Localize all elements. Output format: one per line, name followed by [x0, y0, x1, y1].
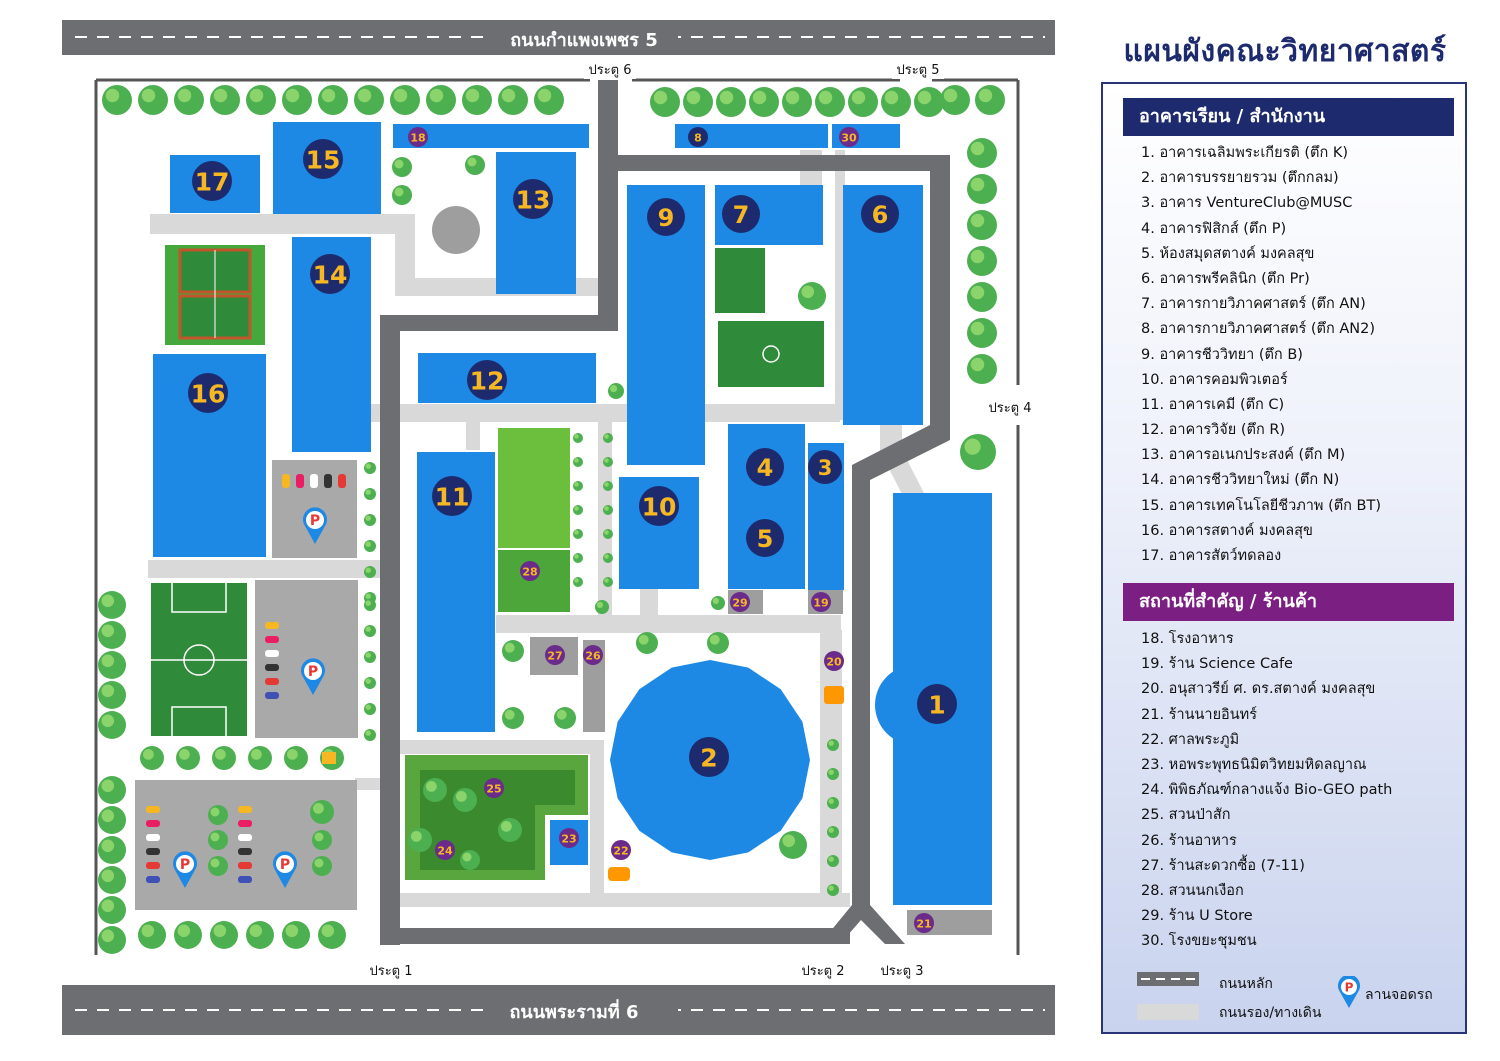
tree-west-3-hl: [102, 685, 115, 698]
place-22-number: 22: [613, 844, 629, 858]
tree-north-2-hl: [178, 89, 192, 103]
car-south-a-1: [146, 820, 160, 827]
legend-building-item: 13. อาคารอเนกประสงค์ (ตึก M): [1141, 447, 1346, 464]
tree-24a-hl: [411, 831, 422, 842]
building-10-number: 10: [641, 492, 677, 522]
tree-2b-hl: [710, 635, 720, 645]
tree-25a-hl: [426, 781, 437, 792]
legend-building-item: 15. อาคารเทคโนโลยีชีวภาพ (ตึก BT): [1141, 497, 1382, 514]
tree-west-south-4-hl: [102, 900, 115, 913]
car-north-2: [310, 474, 318, 488]
place-26-number: 26: [585, 649, 601, 663]
main-road-3: [380, 928, 850, 944]
tree-col-e-1-hl: [829, 770, 834, 775]
tree-24b-hl: [501, 821, 512, 832]
building-5-number: 5: [756, 525, 774, 553]
gate-4-label: ประตู 4: [988, 401, 1032, 416]
tree-north-east-1-hl: [687, 91, 701, 105]
tree-row-mid-2-hl: [215, 749, 226, 760]
tree-29-hl: [713, 598, 719, 604]
tree-north-3-hl: [214, 89, 228, 103]
tree-east-1-hl: [971, 178, 985, 192]
tree-west-south-1-hl: [102, 810, 115, 823]
car-mid-5: [265, 692, 279, 699]
tree-col-b-0-hl: [366, 601, 371, 606]
tree-2c-hl: [783, 835, 796, 848]
main-road-4: [610, 155, 950, 171]
place-30-number: 30: [841, 131, 857, 145]
tree-col-b-2-hl: [366, 653, 371, 658]
tree-north-4-hl: [250, 89, 264, 103]
walkway-12: [590, 740, 604, 900]
tree-north-east-5-hl: [819, 91, 833, 105]
tree-col-e-5-hl: [829, 886, 834, 891]
tree-west-south-0-hl: [102, 780, 115, 793]
tree-row-south-1-hl: [178, 925, 191, 938]
car-mid-0: [265, 622, 279, 629]
legend-building-item: 5. ห้องสมุดสตางค์ มงคลสุข: [1141, 245, 1315, 262]
legend-buildings-header: อาคารเรียน / สำนักงาน: [1123, 98, 1454, 136]
tree-north-10-hl: [466, 89, 480, 103]
tree-col-b-3-hl: [366, 679, 371, 684]
tree-col-d-4-hl: [604, 530, 609, 535]
tree-east-gate4-hl: [965, 439, 981, 455]
gate-1-label: ประตู 1: [369, 964, 413, 979]
shrine-22: [608, 867, 630, 881]
tree-col-b-5-hl: [366, 731, 371, 736]
garden-upper: [498, 428, 570, 548]
walkway-10: [148, 560, 380, 578]
tree-north-6-hl: [322, 89, 336, 103]
tree-west-south-5-hl: [102, 930, 115, 943]
gate-5-label: ประตู 5: [896, 63, 940, 78]
tree-row-south-0-hl: [142, 925, 155, 938]
car-north-1: [296, 474, 304, 488]
car-south-b-1: [238, 820, 252, 827]
car-south-a-3: [146, 848, 160, 855]
building-9-number: 9: [657, 204, 675, 232]
box-icon: [322, 752, 336, 764]
tree-11-hl: [505, 710, 515, 720]
building-3-number: 3: [817, 456, 833, 480]
place-29-number: 29: [732, 596, 748, 610]
walkway-7: [496, 615, 841, 633]
parking-south-b-pin-letter: P: [279, 857, 291, 873]
tree-west-2-hl: [102, 655, 115, 668]
car-north-0: [282, 474, 290, 488]
tree-row-mid-4-hl: [287, 749, 298, 760]
walkway-8: [640, 588, 658, 618]
building-1-number: 1: [928, 690, 946, 720]
legend-building-item: 12. อาคารวิจัย (ตึก R): [1141, 422, 1286, 439]
legend-place-item: 23. หอพระพุทธนิมิตวิทยมหิดลญาณ: [1141, 756, 1367, 773]
parking-pin-icon: [1337, 976, 1361, 1010]
tree-north-east-7-hl: [885, 91, 899, 105]
car-south-b-2: [238, 834, 252, 841]
tree-col-a-2-hl: [366, 516, 371, 521]
place-28-number: 28: [522, 565, 538, 579]
walkway-key-label: ถนนรอง/ทางเดิน: [1219, 1005, 1322, 1021]
legend-building-item: 8. อาคารกายวิภาคศาสตร์ (ตึก AN2): [1141, 321, 1376, 338]
walkway-6: [466, 420, 480, 450]
car-mid-4: [265, 678, 279, 685]
tree-col-c-0-hl: [574, 434, 579, 439]
parking-lot-middle: [255, 580, 358, 738]
building-14-number: 14: [312, 260, 348, 290]
legend-building-item: 11. อาคารเคมี (ตึก C): [1141, 396, 1285, 413]
parking-pin-letter: P: [1344, 980, 1354, 995]
building-11-number: 11: [434, 482, 470, 512]
car-south-a-5: [146, 876, 160, 883]
tree-north-8-hl: [394, 89, 408, 103]
parking-north-pin-letter: P: [309, 513, 321, 529]
road-bottom-name: ถนนพระรามที่ 6: [509, 1002, 639, 1023]
tree-row-south-3-hl: [250, 925, 263, 938]
map-title: แผนผังคณะวิทยาศาสตร์: [1123, 34, 1447, 69]
legend-building-item: 14. อาคารชีววิทยาใหม่ (ตึก N): [1141, 472, 1340, 489]
walkway-13: [400, 893, 850, 907]
canteen-dome: [432, 206, 480, 254]
tree-13a-hl: [468, 158, 477, 167]
tree-row-south-2-hl: [214, 925, 227, 938]
tree-north-east-6-hl: [852, 91, 866, 105]
building-8-number: 8: [694, 131, 702, 145]
monument-20: [824, 686, 844, 704]
place-18-number: 18: [410, 131, 426, 145]
tree-ne-2-hl: [979, 89, 993, 103]
tree-east-2-hl: [971, 214, 985, 228]
legend-place-item: 26. ร้านอาหาร: [1141, 832, 1237, 849]
tree-north-5-hl: [286, 89, 300, 103]
tree-row-mid-1-hl: [179, 749, 190, 760]
tree-col-d-0-hl: [604, 434, 609, 439]
walkway-11: [400, 740, 600, 754]
walkway-9: [598, 420, 612, 620]
legend-building-item: 16. อาคารสตางค์ มงคลสุข: [1141, 522, 1313, 539]
place-27-number: 27: [547, 649, 563, 663]
gate-2-label: ประตู 2: [801, 964, 845, 979]
tree-park-5-hl: [211, 833, 220, 842]
building-16-number: 16: [190, 379, 226, 409]
tree-north-east-3-hl: [753, 91, 767, 105]
tree-col-d-5-hl: [604, 554, 609, 559]
tree-18a-hl: [395, 160, 404, 169]
legend-building-item: 9. อาคารชีววิทยา (ตึก B): [1141, 346, 1303, 363]
legend-places-list: [1141, 627, 1392, 954]
tree-north-12-hl: [538, 89, 552, 103]
place-20-number: 20: [826, 655, 842, 669]
tree-col-e-3-hl: [829, 828, 834, 833]
legend-place-item: 28. สวนนกเงือก: [1141, 882, 1244, 899]
building-17-number: 17: [194, 167, 230, 197]
tree-north-1-hl: [142, 89, 156, 103]
legend-building-item: 1. อาคารเฉลิมพระเกียรติ (ตึก K): [1141, 145, 1349, 161]
tree-col-d-3-hl: [604, 506, 609, 511]
tree-north-9-hl: [430, 89, 444, 103]
car-south-b-5: [238, 876, 252, 883]
tree-north-east-8-hl: [918, 91, 932, 105]
legend-building-item: 7. อาคารกายวิภาคศาสตร์ (ตึก AN): [1141, 296, 1366, 313]
main-road-6: [852, 480, 870, 920]
tree-col-c-5-hl: [574, 554, 579, 559]
small-court: [715, 248, 765, 313]
walkway-key-swatch: [1137, 1004, 1199, 1020]
tree-18b-hl: [395, 188, 404, 197]
tree-east-4-hl: [971, 286, 985, 300]
gate-3-label: ประตู 3: [880, 964, 924, 979]
building-13-number: 13: [515, 185, 551, 215]
car-mid-1: [265, 636, 279, 643]
car-north-4: [338, 474, 346, 488]
legend-building-item: 4. อาคารฟิสิกส์ (ตึก P): [1141, 220, 1287, 237]
parking-south-a-pin-letter: P: [179, 857, 191, 873]
tree-col-a-1-hl: [366, 490, 371, 495]
car-south-b-4: [238, 862, 252, 869]
tree-park-3-hl: [315, 859, 324, 868]
building-3: [496, 152, 576, 294]
tree-24c-hl: [463, 853, 472, 862]
tree-col-e-2-hl: [829, 799, 834, 804]
tree-east-5-hl: [971, 322, 985, 336]
main-road-2: [380, 315, 400, 945]
basketball-court: [717, 320, 825, 388]
building-6: [418, 353, 596, 403]
tree-col-b-4-hl: [366, 705, 371, 710]
legend-place-item: 25. สวนป่าสัก: [1141, 807, 1231, 824]
building-7-number: 7: [732, 201, 750, 229]
car-south-a-4: [146, 862, 160, 869]
tree-east-3-hl: [971, 250, 985, 264]
legend-building-item: 3. อาคาร VentureClub@MUSC: [1141, 195, 1353, 212]
walkway-3: [370, 404, 840, 422]
main-road-5: [930, 155, 950, 435]
tree-west-0-hl: [102, 595, 115, 608]
legend-place-item: 30. โรงขยะชุมชน: [1141, 933, 1257, 950]
tree-col-c-2-hl: [574, 482, 579, 487]
tree-10-hl: [597, 602, 603, 608]
place-21-number: 21: [916, 917, 932, 931]
legend-place-item: 19. ร้าน Science Cafe: [1141, 656, 1293, 673]
tree-col-d-1-hl: [604, 458, 609, 463]
tree-col-c-4-hl: [574, 530, 579, 535]
tree-north-east-4-hl: [786, 91, 800, 105]
tree-12-hl: [610, 385, 617, 392]
building-4-number: 4: [756, 454, 774, 482]
legend-building-item: 6. อาคารพรีคลินิก (ตึก Pr): [1141, 270, 1310, 287]
tree-row-mid-0-hl: [143, 749, 154, 760]
parking-key-label: ลานจอดรถ: [1365, 987, 1433, 1003]
place-23-number: 23: [561, 832, 577, 846]
tree-col-c-3-hl: [574, 506, 579, 511]
tree-25b-hl: [456, 791, 467, 802]
tree-park-6-hl: [211, 859, 220, 868]
walkway-0: [150, 214, 400, 234]
tree-east-6-hl: [971, 358, 985, 372]
building-15-number: 15: [305, 145, 341, 175]
car-south-b-0: [238, 806, 252, 813]
tree-26-hl: [557, 710, 567, 720]
tree-2a-hl: [639, 635, 649, 645]
main-road-0: [598, 80, 618, 330]
tree-ne-1-hl: [944, 89, 958, 103]
car-mid-2: [265, 650, 279, 657]
tree-north-0-hl: [106, 89, 120, 103]
legend-panel: [1101, 82, 1467, 1034]
tree-col-d-2-hl: [604, 482, 609, 487]
gate-6-label: ประตู 6: [588, 63, 632, 78]
tree-east-0-hl: [971, 142, 985, 156]
road-top-name: ถนนกำแพงเพชร 5: [510, 30, 658, 51]
tree-north-11-hl: [502, 89, 516, 103]
main-road-key-swatch: [1137, 972, 1199, 986]
legend-building-item: 2. อาคารบรรยายรวม (ตึกกลม): [1141, 170, 1339, 187]
place-24-number: 24: [437, 844, 453, 858]
building-6-number: 6: [871, 201, 889, 229]
tree-west-south-2-hl: [102, 840, 115, 853]
tree-west-4-hl: [102, 715, 115, 728]
legend-place-item: 20. อนุสาวรีย์ ศ. ดร.สตางค์ มงคลสุข: [1141, 681, 1376, 698]
tree-col-e-0-hl: [829, 741, 834, 746]
tree-north-east-0-hl: [654, 91, 668, 105]
tree-west-1-hl: [102, 625, 115, 638]
car-south-a-2: [146, 834, 160, 841]
tree-col-b-1-hl: [366, 627, 371, 632]
legend-buildings-list: [1141, 141, 1381, 569]
tree-park-1-hl: [313, 803, 324, 814]
legend-building-item: 17. อาคารสัตว์ทดลอง: [1141, 548, 1282, 564]
tree-row-mid-3-hl: [251, 749, 262, 760]
legend-place-item: 21. ร้านนายอินทร์: [1141, 706, 1258, 723]
legend-place-item: 29. ร้าน U Store: [1141, 908, 1253, 925]
building-2-number: 2: [700, 743, 718, 773]
tree-col-a-0-hl: [366, 464, 371, 469]
tree-park-4-hl: [211, 808, 220, 817]
tree-col-a-5-hl: [366, 594, 371, 599]
car-north-3: [324, 474, 332, 488]
tree-row-south-4-hl: [286, 925, 299, 938]
hornbill-garden: [498, 550, 570, 612]
tree-col-c-1-hl: [574, 458, 579, 463]
legend-place-item: 27. ร้านสะดวกซื้อ (7-11): [1141, 857, 1305, 874]
legend-building-item: 10. อาคารคอมพิวเตอร์: [1141, 371, 1288, 388]
tree-north-7-hl: [358, 89, 372, 103]
place-19-number: 19: [813, 596, 829, 610]
legend-place-item: 22. ศาลพระภูมิ: [1141, 731, 1240, 748]
place-25-number: 25: [486, 782, 502, 796]
tree-col-d-6-hl: [604, 578, 609, 583]
building-12-number: 12: [469, 366, 505, 396]
parking-middle-pin-letter: P: [307, 664, 319, 680]
tree-park-2-hl: [315, 833, 324, 842]
tree-27-hl: [505, 643, 515, 653]
car-south-b-3: [238, 848, 252, 855]
main-road-1: [380, 315, 618, 331]
tree-col-e-4-hl: [829, 857, 834, 862]
tree-col-c-6-hl: [574, 578, 579, 583]
tree-court-hl: [802, 286, 815, 299]
tree-north-east-2-hl: [720, 91, 734, 105]
main-road-key-label: ถนนหลัก: [1219, 976, 1273, 992]
car-mid-3: [265, 664, 279, 671]
legend-place-item: 24. พิพิธภัณฑ์กลางแจ้ง Bio-GEO path: [1141, 782, 1393, 799]
tree-col-a-4-hl: [366, 568, 371, 573]
tree-west-south-3-hl: [102, 870, 115, 883]
tree-row-south-5-hl: [322, 925, 335, 938]
legend-place-item: 18. โรงอาหาร: [1141, 631, 1234, 647]
legend-places-header: สถานที่สำคัญ / ร้านค้า: [1123, 583, 1454, 621]
car-south-a-0: [146, 806, 160, 813]
tree-col-a-3-hl: [366, 542, 371, 547]
